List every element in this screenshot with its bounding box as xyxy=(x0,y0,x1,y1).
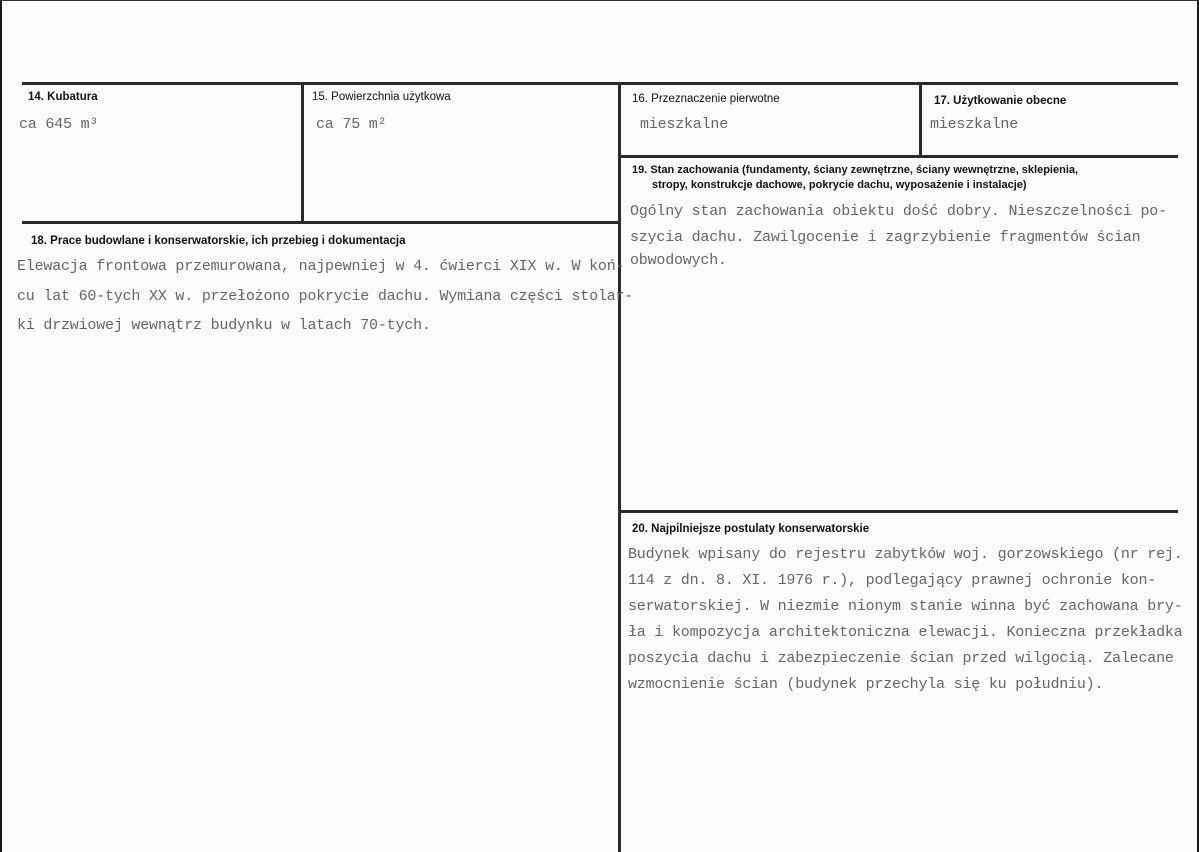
field-19-label-line1: 19. Stan zachowania (fundamenty, ściany zewnętrzne, ściany wewnętrzne, sklepienia, xyxy=(632,164,1079,176)
rule-above-19 xyxy=(620,155,1178,158)
field-18-line: cu lat 60-tych XX w. przełożono pokrycie dachu. Wymiana części stolar- xyxy=(17,288,634,305)
field-16-label: 16. Przeznaczenie pierwotne xyxy=(632,93,780,105)
field-18-line: ki drzwiowej wewnątrz budynku w latach 70-tych. xyxy=(17,317,431,334)
field-18-label: 18. Prace budowlane i konserwatorskie, ich przebieg i dokumentacja xyxy=(31,235,406,247)
field-15-value: ca 75 m² xyxy=(316,116,387,133)
field-17-label: 17. Użytkowanie obecne xyxy=(934,95,1067,107)
divider-14-15 xyxy=(301,82,304,223)
field-17-value: mieszkalne xyxy=(930,116,1019,133)
field-15-label: 15. Powierzchnia użytkowa xyxy=(312,91,451,103)
field-14-label: 14. Kubatura xyxy=(28,91,98,103)
field-20-line: Budynek wpisany do rejestru zabytków woj. gorzowskiego (nr rej. xyxy=(628,546,1183,563)
field-20-line: wzmocnienie ścian (budynek przechyla się ku południu). xyxy=(628,676,1104,693)
page-left-edge xyxy=(0,0,2,852)
field-19-line: szycia dachu. Zawilgocenie i zagrzybienie fragmentów ścian xyxy=(630,229,1141,246)
field-18-line: Elewacja frontowa przemurowana, najpewniej w 4. ćwierci XIX w. W koń- xyxy=(17,258,625,275)
field-20-label: 20. Najpilniejsze postulaty konserwatorskie xyxy=(632,523,870,535)
divider-16-17 xyxy=(919,82,922,156)
field-19-line: Ogólny stan zachowania obiektu dość dobry. Nieszczelności po- xyxy=(630,203,1167,220)
rule-above-18 xyxy=(22,221,620,224)
page-top-edge xyxy=(0,0,1199,1)
field-16-value: mieszkalne xyxy=(640,116,729,133)
field-20-line: poszycia dachu i zabezpieczenie ścian przed wilgocią. Zalecane xyxy=(628,650,1174,667)
main-vertical-divider xyxy=(618,82,621,852)
field-19-line: obwodowych. xyxy=(630,252,727,269)
field-14-value: ca 645 m³ xyxy=(19,116,99,133)
field-20-line: ła i kompozycja architektoniczna elewacji. Konieczna przekładka xyxy=(628,624,1183,641)
rule-above-20 xyxy=(620,510,1178,513)
top-rule xyxy=(22,82,1178,85)
field-20-line: 114 z dn. 8. XI. 1976 r.), podlegający prawnej ochronie kon- xyxy=(628,572,1157,589)
field-20-line: serwatorskiej. W niezmie nionym stanie winna być zachowana bry- xyxy=(628,598,1183,615)
field-19-label-line2: stropy, konstrukcje dachowe, pokrycie dachu, wyposażenie i instalacje) xyxy=(652,179,1027,191)
